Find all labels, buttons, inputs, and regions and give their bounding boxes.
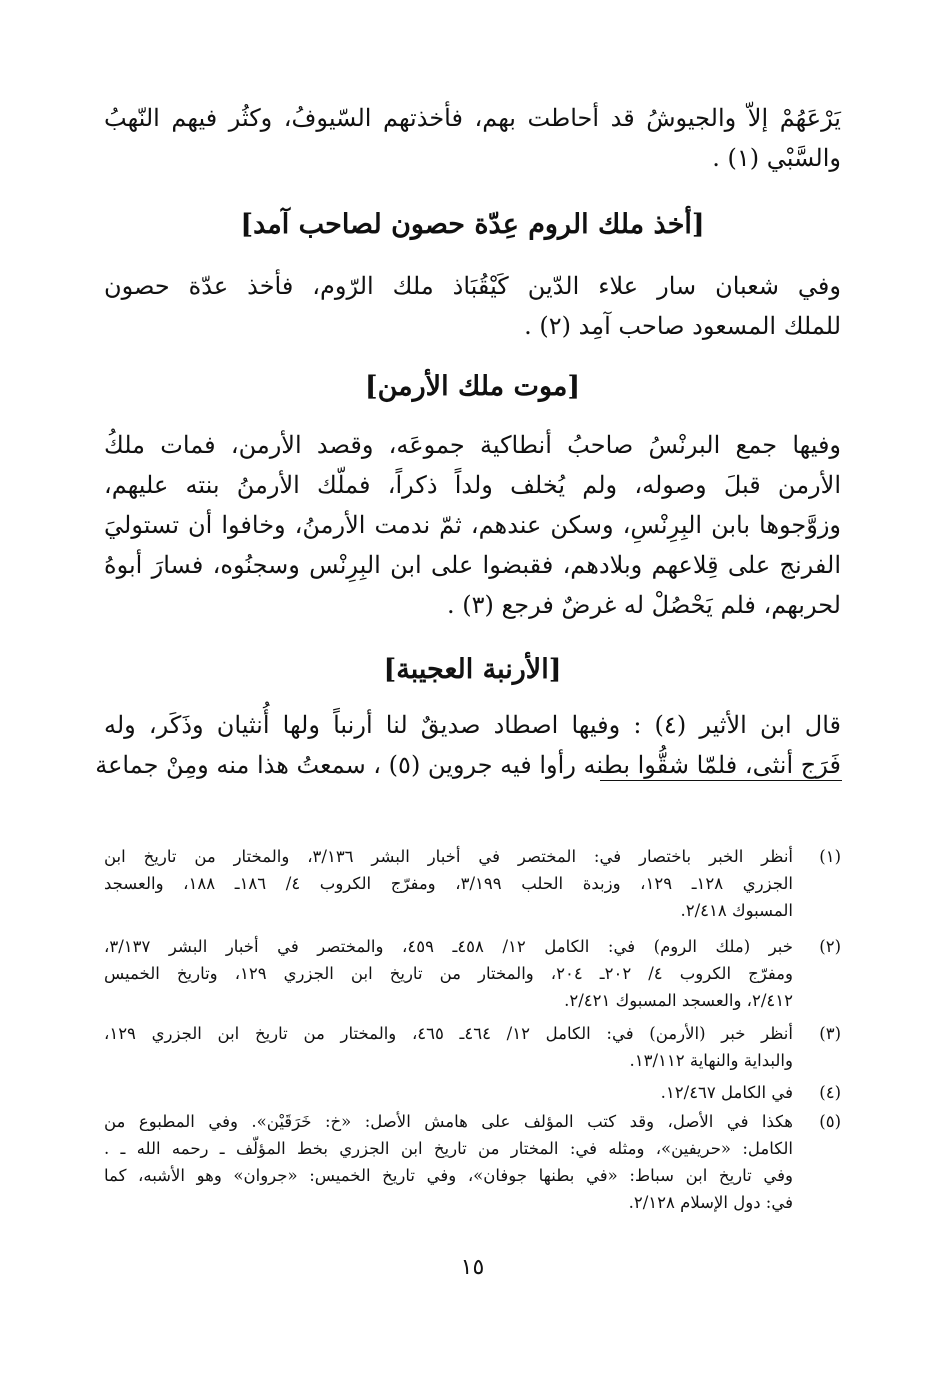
text-line: الأرمن قبلَ وصوله، ولم يُخلف ولداً ذكراً، فملّك الأرمنُ بنته عليهم،: [104, 471, 841, 499]
text-line: وفي شعبان سار علاء الدّين كَيْقُبَاذ ملك الرّوم، فأخذ عدّة حصون: [104, 272, 841, 300]
footnote-number: (١): [819, 847, 841, 866]
text-line: للملك المسعود صاحب آمِد (٢) .: [524, 312, 841, 340]
text-line: قال ابن الأثير (٤) : وفيها اصطاد صديقٌ لنا أرنباً ولها أُنثيان وذَكَر، وله: [104, 711, 841, 739]
page-number: ١٥: [460, 1255, 485, 1280]
footnote-line: هكذا في الأصل، وقد كتب المؤلف على هامش الأصل: «خ: خَرَقَيْن». وفي المطبوع من: [104, 1112, 793, 1131]
intro-paragraph: [104, 98, 841, 178]
footnote-2: [104, 933, 841, 1014]
footnote-line: المسبوك ٢/٤١٨.: [680, 901, 793, 920]
text-line: والسَّبْي (١) .: [712, 144, 841, 172]
footnote-line: الجزري ١٢٨ـ ١٢٩، وزبدة الحلب ٣/١٩٩، ومفرّج الكروب ٤/ ١٨٦ـ ١٨٨، والعسجد: [104, 874, 793, 893]
footnote-1: [104, 843, 841, 924]
section-paragraph: [104, 425, 841, 625]
text-line: فَرَج أنثى، فلمّا شقُّوا بطنه رأوا فيه جروين (٥) ، سمعتُ هذا منه ومِنْ جماعة: [95, 751, 841, 779]
section-paragraph: [95, 705, 841, 785]
footnote-number: (٥): [819, 1112, 841, 1131]
footnote-3: [104, 1020, 841, 1074]
footnote-line: أنظر خبر (الأرمن) في: الكامل ١٢/ ٤٦٤ـ ٤٦٥، والمختار من تاريخ ابن الجزري ١٢٩،: [104, 1024, 793, 1043]
footnote-5: [104, 1108, 841, 1216]
footnote-line: والبداية والنهاية ١٣/١١٢.: [629, 1051, 793, 1070]
footnote-line: في: دول الإسلام ٢/١٢٨.: [628, 1193, 793, 1212]
footnote-number: (٤): [819, 1083, 841, 1102]
footnote-line: في الكامل ١٢/٤٦٧.: [660, 1083, 793, 1102]
footnote-number: (٣): [819, 1024, 841, 1043]
footnote-number: (٢): [819, 937, 841, 956]
footnote-separator: [600, 780, 842, 781]
section-heading: [الأرنبة العجيبة]: [383, 654, 562, 685]
footnote-line: وفي تاريخ ابن سباط: «في بطنها جوفان»، وفي تاريخ الخميس: «جروان» وهو الأشبه، كما: [104, 1166, 793, 1185]
text-line: وزوَّجوها بابن البِرِنْسِ، وسكن عندهم، ثمّ ندمت الأرمنُ، وخافوا أن تستوليَ: [104, 511, 841, 539]
footnote-line: خبر (ملك الروم) في: الكامل ١٢/ ٤٥٨ـ ٤٥٩، والمختصر في أخبار البشر ٣/١٣٧،: [104, 937, 793, 956]
footnote-line: أنظر الخبر باختصار في: المختصر في أخبار البشر ٣/١٣٦، والمختار من تاريخ ابن: [104, 847, 793, 866]
section-heading: [موت ملك الأرمن]: [364, 371, 581, 402]
footnote-line: الكامل: «حريفين»، ومثله في: المختار من تاريخ ابن الجزري بخط المؤلّف ـ رحمه الله ـ .: [104, 1139, 793, 1158]
text-line: لحربهم، فلم يَحْصُلْ له غرضٌ فرجع (٣) .: [446, 591, 841, 619]
text-line: الفرنج على قِلاعهم وبلادهم، فقبضوا على ابن البِرِنْس وسجنُوه، فسارَ أبوهُ: [104, 551, 841, 579]
text-line: وفيها جمع البرنْسُ صاحبُ أنطاكية جموعَه، وقصد الأرمن، فمات ملكُ: [104, 431, 841, 459]
section-heading: [أخذ ملك الروم عِدّة حصون لصاحب آمد]: [240, 209, 705, 240]
footnote-line: ٢/٤١٢، والعسجد المسبوك ٢/٤٢١.: [564, 991, 793, 1010]
section-paragraph: [104, 266, 841, 346]
footnote-4: [104, 1079, 841, 1106]
text-line: يَرْعَهُمْ إلاّ والجيوشُ قد أحاطت بهم، فأخذتهم السّيوفُ، وكثُر فيهم النّهبُ: [104, 104, 841, 132]
footnote-line: ومفرّج الكروب ٤/ ٢٠٢ـ ٢٠٤، والمختار من تاريخ ابن الجزري ١٢٩، وتاريخ الخميس: [104, 964, 793, 983]
